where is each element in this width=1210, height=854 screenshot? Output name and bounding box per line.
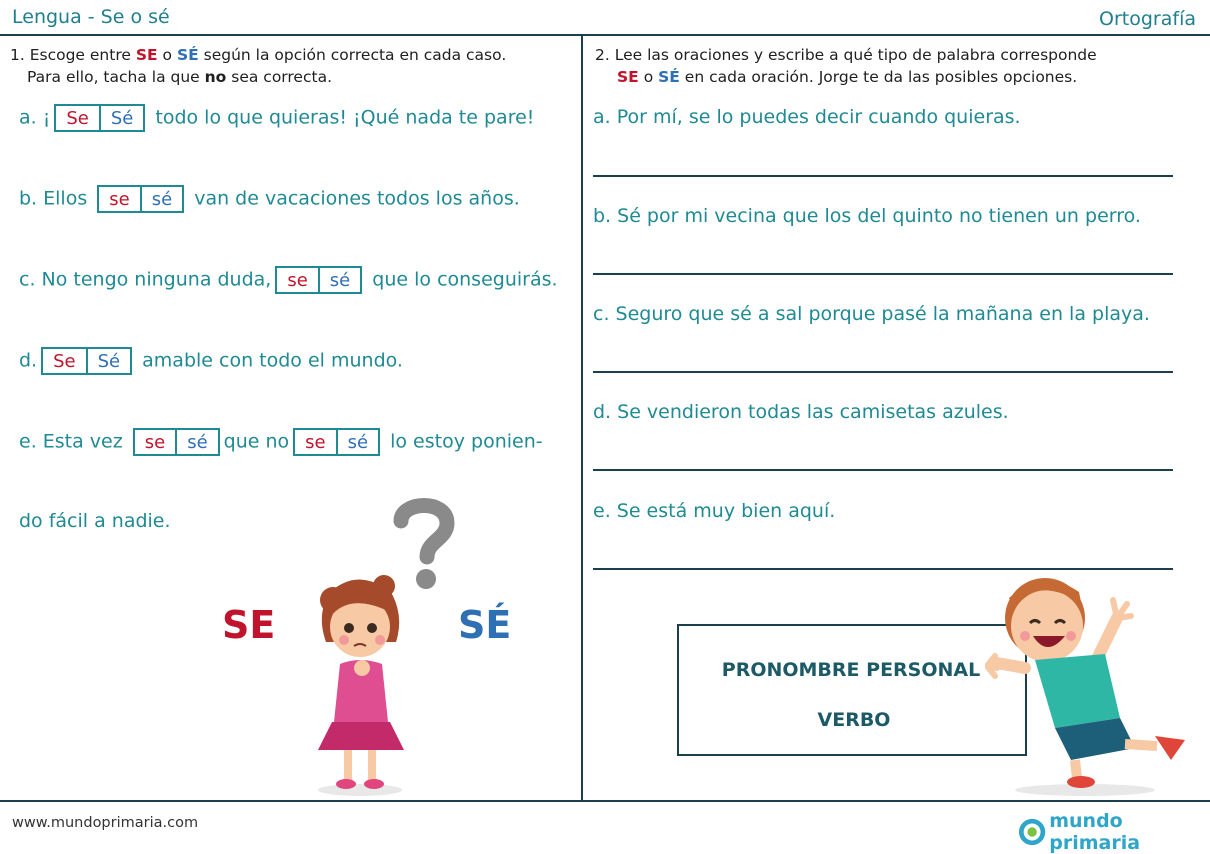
sentence-c: c. Seguro que sé a sal porque pasé la mañana en la playa. <box>593 303 1150 325</box>
sentence-a: a. Por mí, se lo puedes decir cuando quieras. <box>593 106 1021 128</box>
thinking-girl-illustration <box>300 572 420 797</box>
option-pronombre-personal: PRONOMBRE PERSONAL <box>721 659 981 681</box>
option-box[interactable]: se sé <box>293 428 380 456</box>
footer-brand-logo: mundo primaria <box>1018 810 1210 854</box>
item-d: d. Se Sé amable con todo el mundo. <box>19 347 403 375</box>
header-rule <box>0 34 1210 36</box>
item-e-continuation: do fácil a nadie. <box>19 510 171 532</box>
subject-title: Lengua - Se o sé <box>12 6 170 28</box>
item-c: c. No tengo ninguna duda, se sé que lo conseguirás. <box>19 266 558 294</box>
item-e: e. Esta vez se sé que no se sé lo estoy ponien- <box>19 428 543 456</box>
option-box[interactable]: se sé <box>275 266 362 294</box>
big-se-label: SE <box>222 603 276 647</box>
column-divider <box>581 36 583 801</box>
sentence-e: e. Se está muy bien aquí. <box>593 500 836 522</box>
footer-url[interactable]: www.mundoprimaria.com <box>12 815 199 831</box>
item-a: a. ¡ Se Sé todo lo que quieras! ¡Qué nada te pare! <box>19 104 534 132</box>
item-b: b. Ellos se sé van de vacaciones todos los años. <box>19 185 520 213</box>
answer-line-a[interactable] <box>593 175 1173 177</box>
boy-illustration <box>985 568 1195 798</box>
option-box[interactable]: se sé <box>97 185 184 213</box>
answer-line-b[interactable] <box>593 273 1173 275</box>
option-box[interactable]: Se Sé <box>54 104 145 132</box>
answer-line-d[interactable] <box>593 469 1173 471</box>
option-box[interactable]: se sé <box>133 428 220 456</box>
sentence-d: d. Se vendieron todas las camisetas azules. <box>593 401 1009 423</box>
footer-rule <box>0 800 1210 802</box>
topic-title: Ortografía <box>1099 8 1196 30</box>
option-verbo: VERBO <box>817 709 891 731</box>
exercise-1-instruction: 1. Escoge entre SE o SÉ según la opción correcta en cada caso. Para ello, tacha la que no sea correcta. <box>10 46 507 86</box>
answer-line-c[interactable] <box>593 371 1173 373</box>
sentence-b: b. Sé por mi vecina que los del quinto no tienen un perro. <box>593 205 1141 227</box>
big-se-accent-label: SÉ <box>458 603 512 647</box>
brand-logo-icon <box>1018 817 1046 847</box>
exercise-2-instruction: 2. Lee las oraciones y escribe a qué tipo de palabra corresponde SE o SÉ en cada oración. Jorge te da las posibles opciones. <box>595 46 1097 86</box>
word-type-options-box <box>677 624 1027 756</box>
option-box[interactable]: Se Sé <box>41 347 132 375</box>
